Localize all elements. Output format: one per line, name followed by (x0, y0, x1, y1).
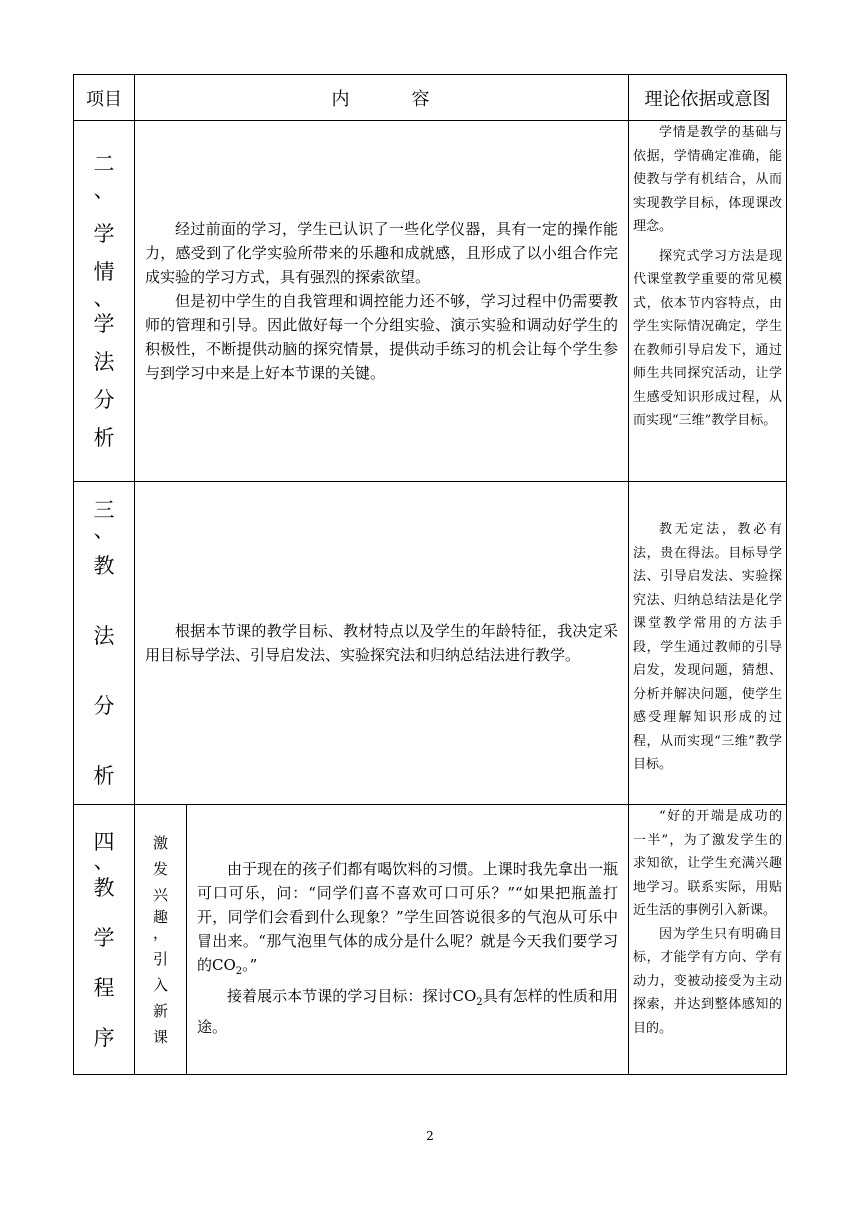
row-rationale (629, 805, 787, 1075)
label-char: 学 (93, 312, 115, 336)
paragraph-tail: 。” (242, 956, 258, 974)
row-learning-analysis (74, 121, 787, 482)
label-char: 四 (93, 829, 115, 854)
sub-label-char: 激 (152, 833, 168, 852)
sub-label-char: 入 (152, 975, 168, 994)
rationale-paragraph: 学情是教学的基础与依据，学情确定准确，能使教与学有机结合，从而实现教学目标，体现课改理念。 (633, 125, 782, 234)
label-char: 、 (93, 178, 115, 202)
label-char: 、 (93, 518, 115, 542)
sub-label-char: 发 (152, 859, 168, 878)
rationale-paragraph: 探究式学习方法是现代课堂教学重要的常见模式，依本节内容特点，由学生实际情况确定，学生在教师引导启发下，通过师生共同探究活动，让学生感受知识形成过程，从而实现“三维”教学目标。 (633, 248, 782, 428)
rationale-paragraph: “好的开端是成功的一半”，为了激发学生的求知欲，让学生充满兴趣地学习。联系实际，用贴近生活的事例引入新课。 (633, 809, 782, 918)
row-content (135, 482, 629, 805)
label-char: 三 (93, 498, 115, 522)
co2-formula: CO (212, 956, 236, 974)
label-char: 、 (93, 286, 115, 310)
co2-subscript: 2 (476, 997, 483, 1008)
label-char: 程 (93, 975, 115, 1000)
co2-subscript: 2 (235, 966, 243, 977)
sub-label-char: 趣 (152, 907, 168, 926)
paragraph-tail: 具有怎样的性质和用途。 (197, 987, 618, 1036)
sub-label-char: 引 (152, 949, 168, 968)
sub-step-label (135, 805, 187, 1075)
row-label (74, 121, 135, 482)
sub-label-char: 新 (152, 1001, 168, 1020)
label-char: 学 (93, 925, 115, 950)
row-rationale (629, 121, 787, 482)
label-char: 教 (93, 875, 115, 900)
label-char: 法 (93, 624, 115, 648)
paragraph-text: 接着展示本节课的学习目标：探讨 (227, 987, 453, 1005)
content-paragraph: 根据本节课的教学目标、教材特点以及学生的年龄特征，我决定采用目标导学法、引导启发法、实验探究法和归纳总结法进行教学。 (145, 622, 618, 664)
row-label (74, 482, 135, 805)
row-teaching-method (74, 482, 787, 805)
label-char: 析 (93, 764, 115, 788)
sub-label-char: 兴 (152, 885, 168, 904)
label-char: 情 (93, 260, 115, 284)
page-number: 2 (426, 1129, 434, 1143)
label-char: 二 (93, 152, 115, 176)
header-row (74, 75, 787, 121)
content-paragraph: 经过前面的学习，学生已认识了一些化学仪器，具有一定的操作能力，感受到了化学实验所带来的乐趣和成就感，且形成了以小组合作完成实验的学习方式，具有强烈的探索欲望。 (145, 220, 618, 286)
content-paragraph (197, 857, 618, 984)
row-label (74, 805, 135, 1075)
rationale-paragraph: 教无定法，教必有法，贵在得法。目标导学法、引导启发法、实验探究法、归纳总结法是化学课堂教学常用的方法手段，学生通过教师的引导启发，发现问题，猜想、分析并解决问题，使学生感受理解知识形成的过程，从而实现“三维”教学目标。 (633, 522, 782, 772)
label-char: 、 (93, 848, 115, 873)
content-paragraph (197, 984, 618, 1039)
label-char: 分 (93, 694, 115, 718)
sub-label-char: 课 (152, 1027, 168, 1046)
row-content (187, 805, 629, 1075)
lesson-plan-table (73, 74, 787, 1075)
label-char: 分 (93, 388, 115, 412)
label-char: 序 (93, 1025, 115, 1050)
header-content: 内容 (135, 75, 629, 121)
row-content (135, 121, 629, 482)
sub-label-char: ， (152, 923, 168, 942)
label-char: 学 (93, 222, 115, 246)
header-rationale: 理论依据或意图 (629, 75, 787, 121)
row-rationale (629, 482, 787, 805)
label-char: 教 (93, 554, 115, 578)
header-item: 项目 (74, 75, 135, 121)
paragraph-text: 由于现在的孩子们都有喝饮料的习惯。上课时我先拿出一瓶可口可乐，问：“同学们喜不喜欢可口可乐？”“如果把瓶盖打开，同学们会看到什么现象？”学生回答说很多的气泡从可乐中冒出来。“那气泡里气体的成分是什么呢？就是今天我们要学习的 (197, 860, 618, 974)
rationale-paragraph: 因为学生只有明确目标，才能学有方向、学有动力，变被动接受为主动探索，并达到整体感知的目的。 (633, 926, 782, 1036)
co2-formula: CO (452, 987, 477, 1005)
label-char: 法 (93, 350, 115, 374)
label-char: 析 (93, 426, 115, 450)
content-paragraph: 但是初中学生的自我管理和调控能力还不够，学习过程中仍需要教师的管理和引导。因此做好每一个分组实验、演示实验和调动好学生的积极性，不断提供动脑的探究情景，提供动手练习的机会让每个学生参与到学习中来是上好本节课的关键。 (145, 292, 618, 382)
row-teaching-procedure (74, 805, 787, 1075)
